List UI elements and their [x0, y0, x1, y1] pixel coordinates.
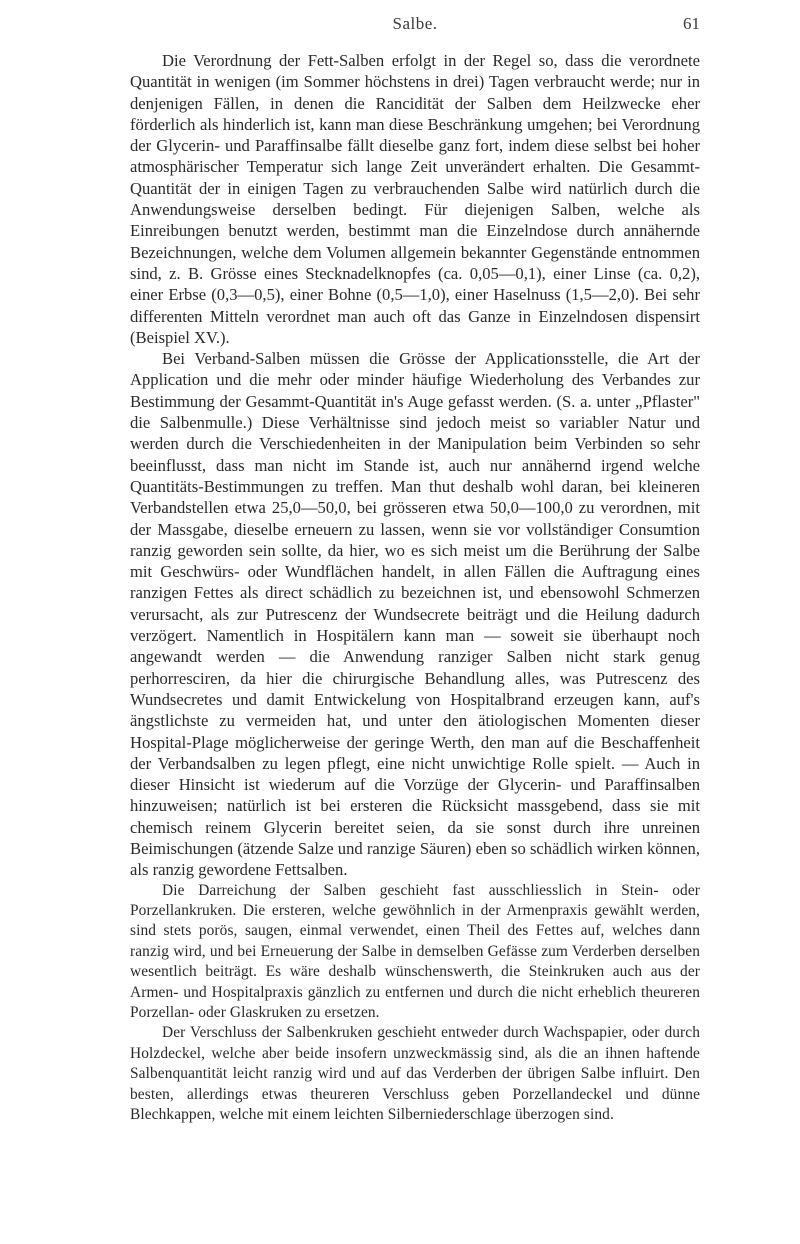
page-number: 61	[683, 14, 700, 33]
paragraph-verband-salben: Bei Verband-Salben müssen die Grösse der Applicationsstelle, die Art der Application und die mehr oder minder häufige Wiederholung des Verbandes zur Bestimmung der Gesammt-Quantität in's Auge gefasst werden. (S. a. unter „Pflaster" die Salbenmulle.) Diese Verhältnisse sind jedoch meist so variabler Natur und werden durch die Verschiedenheiten in der Manipulation beim Verbinden so sehr beeinflusst, dass man nicht im Stande ist, auch nur annähernd irgend welche Quantitäts-Bestimmungen zu treffen. Man thut deshalb wohl daran, bei kleineren Verbandstellen etwa 25,0—50,0, bei grösseren etwa 50,0—100,0 zu verordnen, mit der Massgabe, dieselbe erneuern zu lassen, wenn sie vor vollständiger Consumtion ranzig geworden sein sollte, da hier, wo es sich meist um die Berührung der Salbe mit Geschwürs- oder Wundflächen handelt, in allen Fällen die Auftragung eines ranzigen Fettes als direct schädlich zu bezeichnen ist, und ebensowohl Schmerzen verursacht, als zur Putrescenz der Wundsecrete beiträgt und die Heilung dadurch verzögert. Namentlich in Hospitälern kann man — soweit sie überhaupt noch angewandt werden — die Anwendung ranziger Salben nicht stark genug perhorresciren, da hier die chirurgische Behandlung alles, was Putrescenz des Wundsecretes und damit Entwickelung von Hospitalbrand erzeugen kann, auf's ängstlichste zu vermeiden hat, und unter den ätiologischen Momenten dieser Hospital-Plage möglicherweise der geringe Werth, den man auf die Beschaffenheit der Verbandsalben zu legen pflegt, eine nicht unwichtige Rolle spielt. — Auch in dieser Hinsicht ist wiederum auf die Vorzüge der Glycerin- und Paraffinsalben hinzuweisen; natürlich ist bei ersteren die Rücksicht massgebend, dass sie mit chemisch reinem Glycerin bereitet seien, da sie sonst durch ihre unreinen Beimischungen (ätzende Salze und ranzige Säuren) eben so schädlich wirken können, als ranzig gewordene Fettsalben.	[130, 349, 700, 880]
paragraph-salben-verordnung: Die Verordnung der Fett-Salben erfolgt in der Regel so, dass die verordnete Quantität in wenigen (im Sommer höchstens in drei) Tagen verbraucht werde; nur in denjenigen Fällen, in denen die Rancidität der Salben dem Heilzwecke eher förderlich als hinderlich ist, kann man diese Beschränkung umgehen; bei Verordnung der Glycerin- und Paraffinsalbe fällt dieselbe ganz fort, indem diese selbst bei hoher atmosphärischer Temperatur sich lange Zeit unverändert erhalten. Die Gesammt-Quantität der in einigen Tagen zu verbrauchenden Salbe wird natürlich durch die Anwendungsweise derselben bedingt. Für diejenigen Salben, welche als Einreibungen benutzt werden, bestimmt man die Einzelndose durch annähernde Bezeichnungen, welche dem Volumen allgemein bekannter Gegenstände entnommen sind, z. B. Grösse eines Stecknadelknopfes (ca. 0,05—0,1), einer Linse (ca. 0,2), einer Erbse (0,3—0,5), einer Bohne (0,5—1,0), einer Haselnuss (1,5—2,0). Bei sehr differenten Mitteln verordnet man auch oft das Ganze in Einzelndosen dispensirt (Beispiel XV.).	[130, 51, 700, 347]
paragraph-darreichung: Die Darreichung der Salben geschieht fast ausschliesslich in Stein- oder Porzellankruken. Die ersteren, welche gewöhnlich in der Armenpraxis gewählt werden, sind stets porös, saugen, einmal verwendet, einen Theil des Fettes auf, welches dann ranzig wird, und bei Erneuerung der Salbe in demselben Gefässe zum Verderben derselben wesentlich beiträgt. Es wäre deshalb wünschenswerth, die Steinkruken auch aus der Armen- und Hospitalpraxis gänzlich zu entfernen und durch die nicht erheblich theureren Porzellan- oder Glaskruken zu ersetzen.	[130, 881, 700, 1022]
paragraph-verschluss: Der Verschluss der Salbenkruken geschieht entweder durch Wachspapier, oder durch Holzdeckel, welche aber beide insofern unzweckmässig sind, als die an ihnen haftende Salbenquantität leicht ranzig wird und auf das Verderben der übrigen Salbe influirt. Den besten, allerdings etwas theureren Verschluss geben Porzellandeckel und dünne Blechkappen, welche mit einem leichten Silberniederschlage überzogen sind.	[130, 1024, 700, 1124]
running-title: Salbe.	[392, 14, 438, 33]
running-header	[130, 14, 700, 38]
page-body	[130, 50, 700, 1125]
